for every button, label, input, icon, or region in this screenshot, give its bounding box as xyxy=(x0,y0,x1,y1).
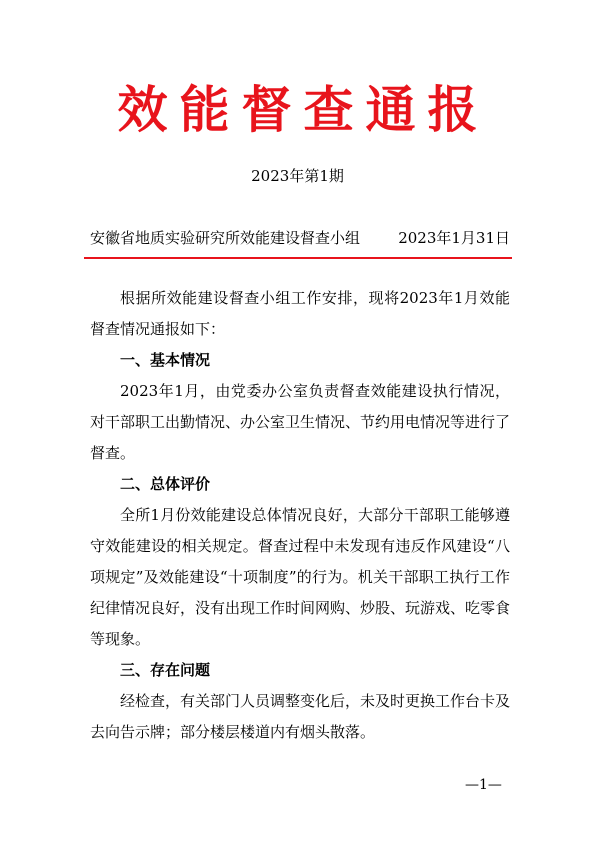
masthead-title: 效能督查通报 xyxy=(117,80,490,139)
issuer-line xyxy=(90,228,510,248)
section-heading: 三、存在问题 xyxy=(120,661,211,679)
section-paragraph: 经检查，有关部门人员调整变化后，未及时更换工作台卡及去向告示牌；部分楼层楼道内有烟头散落。 xyxy=(90,692,511,741)
red-divider-rule xyxy=(84,257,512,259)
issue-date: 2023年1月31日 xyxy=(398,229,510,247)
intro-paragraph: 根据所效能建设督查小组工作安排，现将2023年1月效能督查情况通报如下： xyxy=(90,289,510,338)
issue-number: 2023年第1期 xyxy=(251,167,344,185)
issuer-name: 安徽省地质实验研究所效能建设督查小组 xyxy=(90,229,361,247)
page-number: —1— xyxy=(465,777,502,793)
section-paragraph: 全所1月份效能建设总体情况良好，大部分干部职工能够遵守效能建设的相关规定。督查过程中未发现有违反作风建设“八项规定”及效能建设“十项制度”的行为。机关干部职工执行工作纪律情况良好，没有出现工作时间网购、炒股、玩游戏、吃零食等现象。 xyxy=(90,506,511,648)
section-heading: 一、基本情况 xyxy=(120,351,211,369)
document-body xyxy=(90,283,510,748)
section-heading: 二、总体评价 xyxy=(120,475,211,493)
section-paragraph: 2023年1月，由党委办公室负责督查效能建设执行情况，对干部职工出勤情况、办公室卫生情况、节约用电情况等进行了督查。 xyxy=(90,382,511,462)
